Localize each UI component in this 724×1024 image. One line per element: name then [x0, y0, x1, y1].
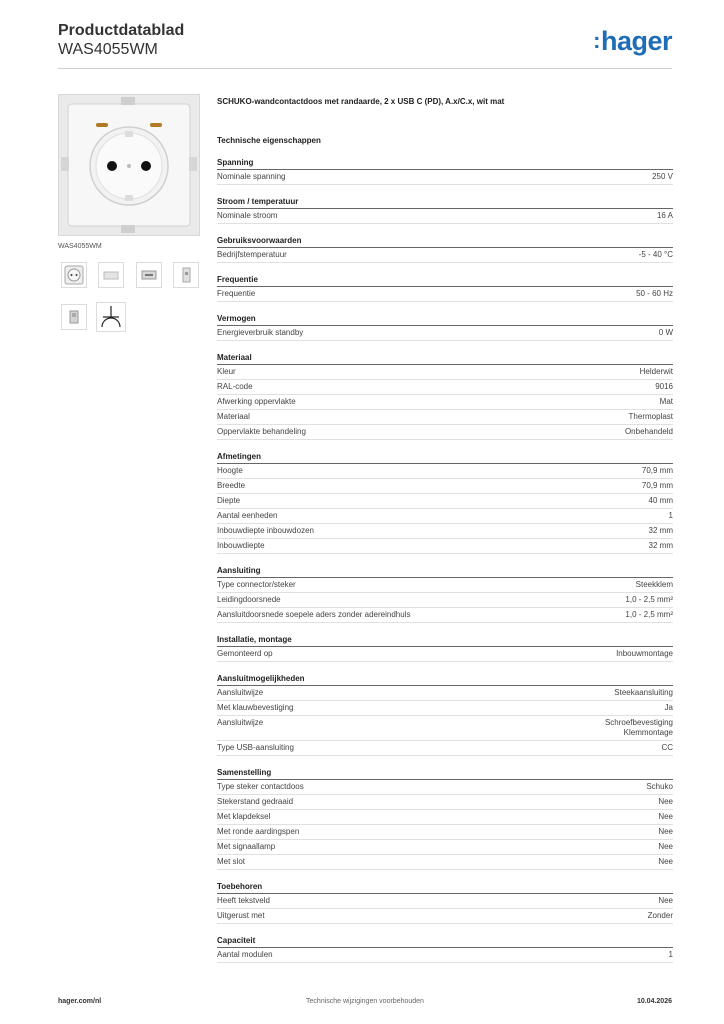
section-title: Stroom / temperatuur: [217, 195, 673, 209]
spec-value: Thermoplast: [628, 412, 673, 421]
spec-value: 32 mm: [648, 541, 673, 550]
spec-section: [217, 195, 673, 224]
spec-section: [217, 672, 673, 756]
spec-value: -5 - 40 °C: [638, 250, 673, 259]
spec-section: [217, 766, 673, 870]
spec-label: Materiaal: [217, 412, 250, 421]
spec-label: Aantal modulen: [217, 950, 273, 959]
spec-label: Energieverbruik standby: [217, 328, 304, 337]
spec-row: [217, 539, 673, 554]
article-number: WAS4055WM: [58, 41, 158, 58]
spec-label: Type connector/steker: [217, 580, 296, 589]
section-title: Spanning: [217, 156, 673, 170]
logo-dots: :: [593, 28, 600, 53]
spec-value: 70,9 mm: [641, 481, 673, 490]
spec-label: Aantal eenheden: [217, 511, 278, 520]
spec-row: [217, 716, 673, 741]
spec-value: Inbouwmontage: [616, 649, 673, 658]
footer-website[interactable]: hager.com/nl: [58, 998, 102, 1005]
spec-row: [217, 410, 673, 425]
spec-row: [217, 686, 673, 701]
section-title: Materiaal: [217, 351, 673, 365]
spec-row: [217, 326, 673, 341]
spec-value: Steekaansluiting: [614, 688, 673, 697]
back-view-icon: [174, 263, 198, 287]
spec-value: 250 V: [652, 172, 673, 181]
spec-row: [217, 780, 673, 795]
thumbnail-back-view[interactable]: [173, 262, 199, 288]
product-description: SCHUKO-wandcontactdoos met randaarde, 2 x USB C (PD), A.x/C.x, wit mat: [217, 97, 505, 106]
section-title: Afmetingen: [217, 450, 673, 464]
spec-row: [217, 287, 673, 302]
spec-row: [217, 494, 673, 509]
top-view-icon: [137, 263, 161, 287]
spec-value: Nee: [658, 812, 673, 821]
spec-label: Kleur: [217, 367, 236, 376]
section-title: Frequentie: [217, 273, 673, 287]
spec-section: [217, 880, 673, 924]
spec-label: Frequentie: [217, 289, 256, 298]
spec-row: [217, 509, 673, 524]
spec-row: [217, 608, 673, 623]
spec-label: Bedrijfstemperatuur: [217, 250, 287, 259]
spec-label: Nominale stroom: [217, 211, 278, 220]
footer-date: 10.04.2026: [636, 998, 672, 1005]
spec-label: Inbouwdiepte: [217, 541, 265, 550]
spec-section: [217, 934, 673, 963]
section-title: Aansluiting: [217, 564, 673, 578]
spec-row: [217, 701, 673, 716]
spec-value: 50 - 60 Hz: [636, 289, 673, 298]
footer-disclaimer: Technische wijzigingen voorbehouden: [306, 998, 424, 1005]
spec-row: [217, 894, 673, 909]
spec-label: Heeft tekstveld: [217, 896, 270, 905]
spec-value: Mat: [659, 397, 673, 406]
spec-sections: [217, 156, 673, 963]
thumbnail-top-view[interactable]: [136, 262, 162, 288]
spec-section: [217, 351, 673, 440]
document-header: [58, 22, 184, 60]
hager-logo: [593, 26, 672, 57]
spec-row: [217, 825, 673, 840]
section-title: Vermogen: [217, 312, 673, 326]
spec-label: RAL-code: [217, 382, 253, 391]
socket-symbol-icon: [97, 303, 125, 331]
logo-text: hager: [600, 26, 672, 56]
spec-label: Aansluitwijze: [217, 718, 264, 727]
spec-label: Breedte: [217, 481, 246, 490]
spec-value: Schroefbevestiging Klemmontage: [604, 718, 673, 737]
spec-value: CC: [661, 743, 673, 752]
spec-value: Helderwit: [639, 367, 673, 376]
spec-row: [217, 840, 673, 855]
thumbnail-front-view[interactable]: [61, 262, 87, 288]
thumbnail-side-view[interactable]: [98, 262, 124, 288]
spec-row: [217, 425, 673, 440]
section-title: Capaciteit: [217, 934, 673, 948]
product-photo: [58, 94, 200, 236]
spec-label: Aansluitdoorsnede soepele aders zonder adereindhuls: [217, 610, 411, 619]
spec-row: [217, 909, 673, 924]
spec-value: Nee: [658, 857, 673, 866]
spec-row: [217, 380, 673, 395]
spec-value: Ja: [664, 703, 673, 712]
photo-caption: WAS4055WM: [58, 243, 102, 250]
spec-label: Met klauwbevestiging: [217, 703, 294, 712]
side-view-icon: [99, 263, 123, 287]
thumbnail-box-view[interactable]: [61, 304, 87, 330]
spec-row: [217, 948, 673, 963]
spec-value: Nee: [658, 842, 673, 851]
spec-label: Afwerking oppervlakte: [217, 397, 296, 406]
spec-row: [217, 578, 673, 593]
section-title: Gebruiksvoorwaarden: [217, 234, 673, 248]
spec-section: [217, 312, 673, 341]
spec-row: [217, 248, 673, 263]
thumbnail-wiring-symbol[interactable]: [96, 302, 126, 332]
spec-row: [217, 464, 673, 479]
page-footer: [58, 998, 672, 1010]
spec-row: [217, 524, 673, 539]
socket-illustration: [59, 95, 199, 235]
spec-section: [217, 273, 673, 302]
spec-label: Met klapdeksel: [217, 812, 271, 821]
spec-value: 9016: [655, 382, 673, 391]
socket-thumb-icon: [62, 263, 86, 287]
spec-section: [217, 564, 673, 623]
spec-label: Aansluitwijze: [217, 688, 264, 697]
spec-section: [217, 450, 673, 554]
spec-row: [217, 593, 673, 608]
spec-label: Gemonteerd op: [217, 649, 273, 658]
spec-row: [217, 365, 673, 380]
spec-value: Zonder: [647, 911, 673, 920]
spec-value: 16 A: [656, 211, 673, 220]
spec-value: Nee: [658, 797, 673, 806]
spec-label: Inbouwdiepte inbouwdozen: [217, 526, 314, 535]
spec-row: [217, 855, 673, 870]
spec-label: Met signaallamp: [217, 842, 276, 851]
document-title: Productdatablad: [58, 22, 185, 39]
spec-content: [217, 95, 673, 973]
spec-label: Hoogte: [217, 466, 243, 475]
spec-label: Met ronde aardingspen: [217, 827, 300, 836]
spec-row: [217, 810, 673, 825]
spec-label: Type steker contactdoos: [217, 782, 304, 791]
spec-row: [217, 170, 673, 185]
section-title: Aansluitmogelijkheden: [217, 672, 673, 686]
section-title: Installatie, montage: [217, 633, 673, 647]
box-view-icon: [62, 305, 86, 329]
spec-section: [217, 156, 673, 185]
spec-row: [217, 395, 673, 410]
section-title: Toebehoren: [217, 880, 673, 894]
spec-row: [217, 647, 673, 662]
spec-value: Onbehandeld: [624, 427, 673, 436]
spec-value: 32 mm: [648, 526, 673, 535]
spec-value: 0 W: [658, 328, 673, 337]
spec-label: Stekerstand gedraaid: [217, 797, 294, 806]
section-title: Samenstelling: [217, 766, 673, 780]
spec-value: 1,0 - 2,5 mm²: [625, 595, 673, 604]
spec-value: Schuko: [646, 782, 673, 791]
technical-heading: Technische eigenschappen: [217, 136, 321, 145]
spec-label: Diepte: [217, 496, 241, 505]
spec-label: Nominale spanning: [217, 172, 286, 181]
spec-value: 1,0 - 2,5 mm²: [625, 610, 673, 619]
spec-label: Leidingdoorsnede: [217, 595, 281, 604]
spec-label: Uitgerust met: [217, 911, 265, 920]
spec-row: [217, 209, 673, 224]
spec-row: [217, 479, 673, 494]
spec-value: Steekklem: [635, 580, 673, 589]
spec-value: 1: [668, 950, 673, 959]
spec-row: [217, 741, 673, 756]
spec-section: [217, 234, 673, 263]
spec-value: 40 mm: [648, 496, 673, 505]
spec-value: Nee: [658, 896, 673, 905]
header-divider: [58, 68, 672, 69]
spec-value: 1: [668, 511, 673, 520]
spec-row: [217, 795, 673, 810]
spec-section: [217, 633, 673, 662]
spec-label: Type USB-aansluiting: [217, 743, 294, 752]
spec-value: 70,9 mm: [641, 466, 673, 475]
spec-label: Met slot: [217, 857, 246, 866]
spec-value: Nee: [658, 827, 673, 836]
spec-label: Oppervlakte behandeling: [217, 427, 306, 436]
